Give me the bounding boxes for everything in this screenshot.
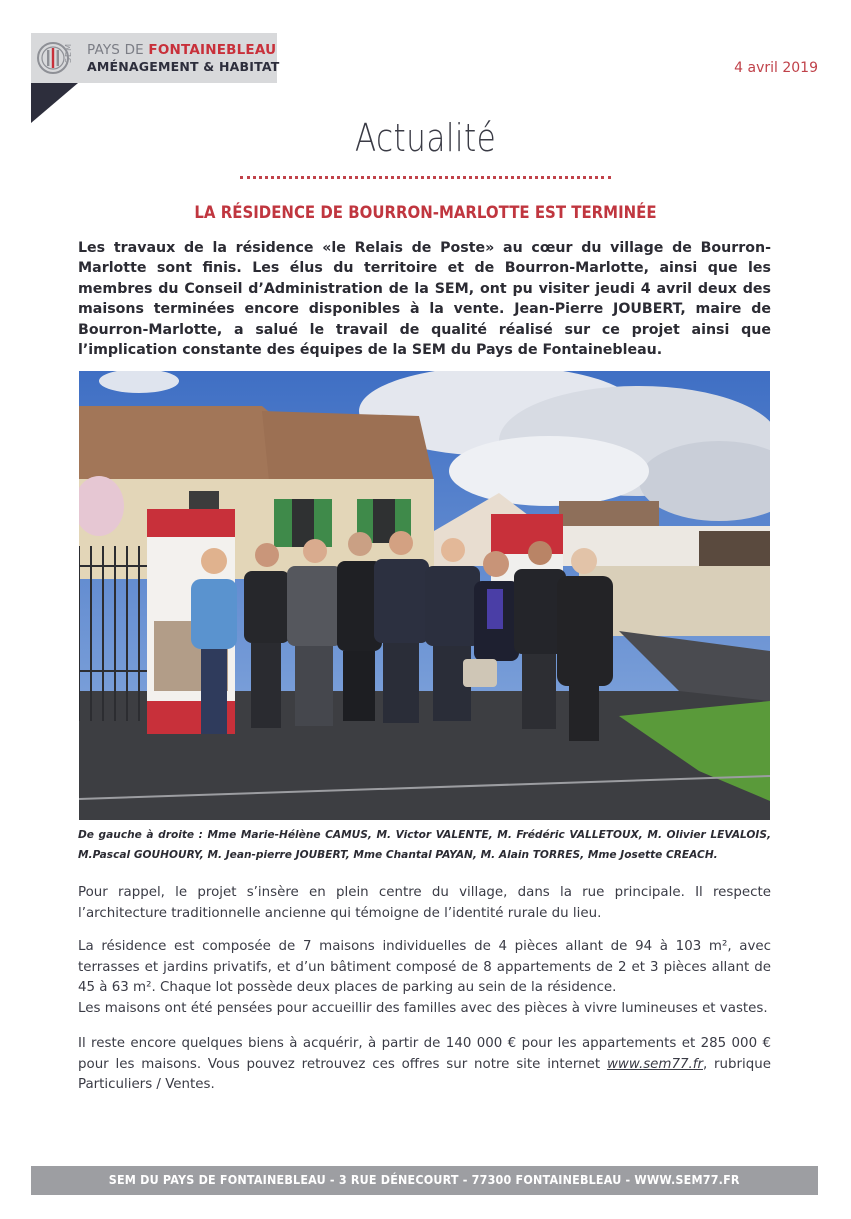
article-paragraph-3 xyxy=(78,1034,771,1096)
logo-corner-triangle xyxy=(31,83,78,123)
logo-line1-a: PAYS DE xyxy=(87,42,149,58)
sem-logo xyxy=(31,33,280,83)
footer-text: SEM DU PAYS DE FONTAINEBLEAU - 3 RUE DÉNECOURT - 77300 FONTAINEBLEAU - WWW.SEM77.FR xyxy=(109,1173,740,1187)
website-link[interactable]: www.sem77.fr xyxy=(606,1056,703,1072)
logo-sem-text: SEM xyxy=(64,43,73,64)
article-paragraph-1: Pour rappel, le projet s’insère en plein centre du village, dans la rue principale. Il respecte l’architecture traditionnelle ancienne qui témoigne de l’identité rurale du lieu. xyxy=(78,885,771,921)
article-paragraph-3a: Il reste encore quelques biens à acquérir, à partir de 140 000 € pour les appartements et 285 000 € pour les maisons. Vous pouvez retrouvez ces offres sur notre site internet xyxy=(78,1036,771,1072)
footer-bar xyxy=(31,1166,818,1195)
article-headline: LA RÉSIDENCE DE BOURRON-MARLOTTE EST TERMINÉE xyxy=(194,203,657,223)
logo-line1 xyxy=(87,42,276,58)
logo-line1-b: FONTAINEBLEAU xyxy=(148,42,277,58)
article-paragraph-2b: Les maisons ont été pensées pour accueillir des familles avec des pièces à vivre lumineuses et vastes. xyxy=(78,1000,768,1016)
logo-line2: AMÉNAGEMENT & HABITAT xyxy=(87,59,280,74)
dotted-divider xyxy=(240,176,611,179)
section-title: Actualité xyxy=(354,116,497,160)
article-paragraph-2 xyxy=(78,937,771,1019)
group-photo xyxy=(79,371,770,820)
article-paragraph-2a: La résidence est composée de 7 maisons individuelles de 4 pièces allant de 94 à 103 m², avec terrasses et jardins privatifs, et d’un bâtiment composé de 8 appartements de 2 et 3 pièces allant de 45 à 63 m². Chaque lot possède deux places de parking au sein de la résidence. xyxy=(78,939,771,996)
publication-date: 4 avril 2019 xyxy=(734,60,818,76)
photo-caption: De gauche à droite : Mme Marie-Hélène CAMUS, M. Victor VALENTE, M. Frédéric VALLETOUX, M. Olivier LEVALOIS, M.Pascal GOUHOURY, M. Jean-pierre JOUBERT, Mme Chantal PAYAN, M. Alain TORRES, Mme Josette CREACH. xyxy=(78,829,771,861)
article-paragraph-3b: , rubrique Particuliers / Ventes. xyxy=(78,1056,771,1093)
article-lead: Les travaux de la résidence «le Relais de Poste» au cœur du village de Bourron-Marlotte sont finis. Les élus du territoire et de Bourron-Marlotte, ainsi que les membres du Conseil d’Administration de la SEM, ont pu visiter jeudi 4 avril deux des maisons terminées encore disponibles à la vente. Jean-Pierre JOUBERT, maire de Bourron-Marlotte, a salué le travail de qualité réalisé sur ce projet ainsi que l’implication constante des équipes de la SEM du Pays de Fontainebleau. xyxy=(78,240,771,359)
